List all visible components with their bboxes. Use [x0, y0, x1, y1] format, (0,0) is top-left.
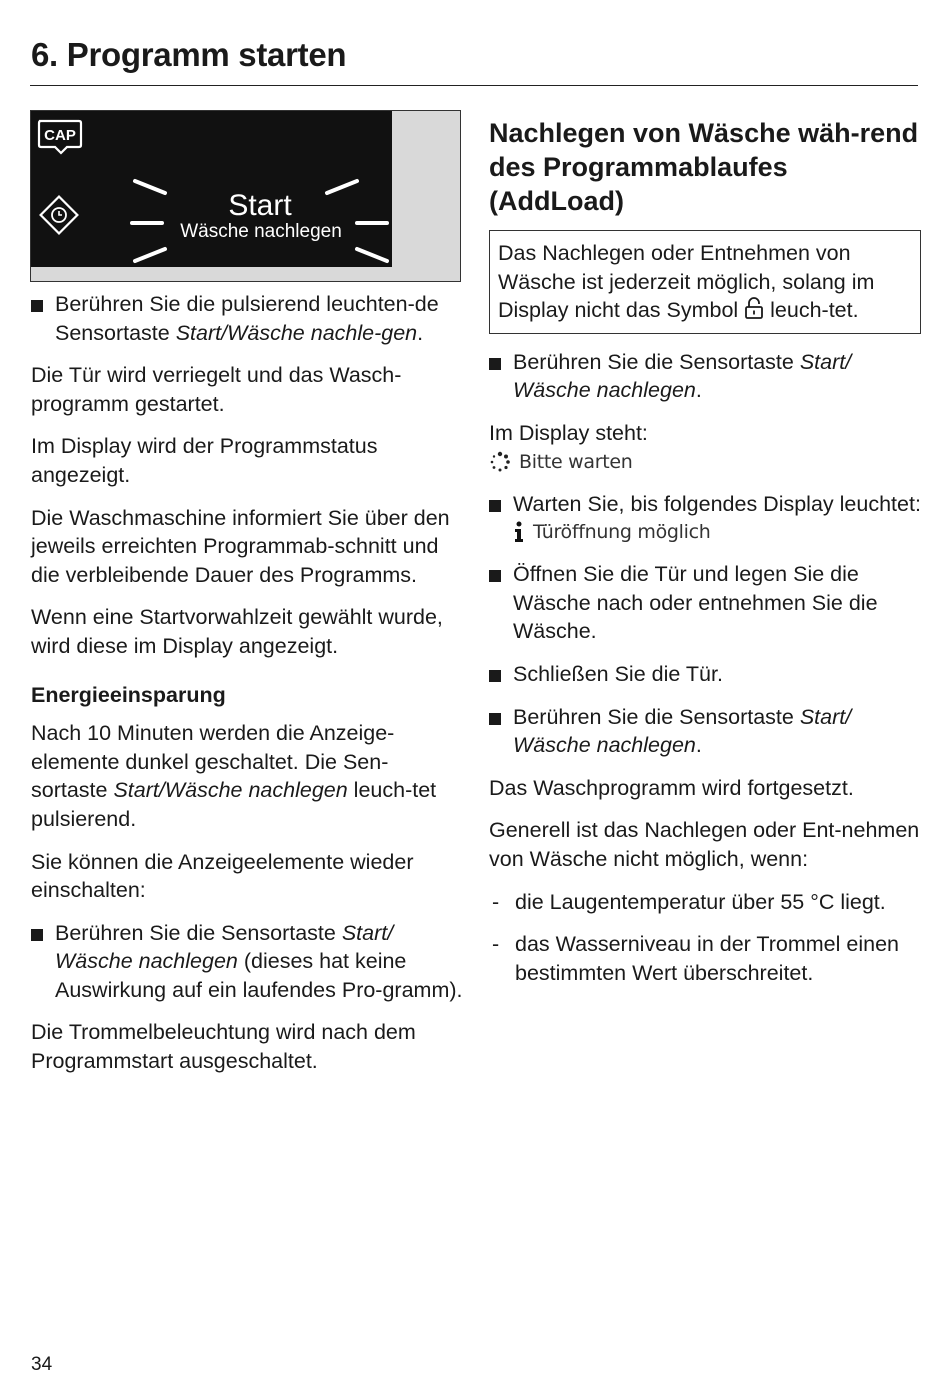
- emphasis: Start/Wäsche nachlegen: [113, 778, 348, 803]
- paragraph: Das Waschprogramm wird fortgesetzt.: [489, 775, 854, 800]
- text: Das Nachlegen oder Entnehmen von Wäsche ist jederzeit möglich, solang im Display nicht das Symbol: [498, 241, 875, 323]
- list-item: [31, 290, 463, 347]
- info-icon: [513, 521, 525, 543]
- emphasis: Start/ Wäsche nachlegen: [513, 704, 852, 758]
- sub-label: Wäsche nachlegen: [180, 221, 342, 242]
- emphasis: Start/ Wäsche nachlegen: [513, 349, 852, 403]
- text: .: [417, 320, 424, 345]
- paragraph: Generell ist das Nachlegen oder Ent-nehmen von Wäsche nicht möglich, wenn:: [489, 818, 920, 871]
- display-graphics: [31, 111, 392, 267]
- text: Warten Sie, bis folgendes Display leuchtet:: [513, 491, 921, 516]
- list-item: [489, 490, 921, 519]
- text: leuch-tet.: [764, 298, 859, 323]
- page-title: 6. Programm starten: [31, 36, 347, 73]
- list-item: [489, 348, 921, 405]
- text: Nach 10 Minuten werden die Anzeige-elemente dunkel geschaltet. Die Sen-sortaste: [31, 721, 395, 803]
- list-item: - das Wasserniveau in der Trommel einen bestimmten Wert überschreitet.: [489, 930, 921, 987]
- lock-icon: [744, 296, 764, 320]
- list-item: [31, 919, 463, 1005]
- cap-label: CAP: [44, 127, 76, 144]
- display-readout: [489, 518, 921, 546]
- text: (dieses hat keine Auswirkung auf ein laufendes Pro-gramm).: [55, 949, 463, 1002]
- paragraph: Sie können die Anzeigeelemente wieder einschalten:: [31, 849, 414, 903]
- page-number: 34: [31, 1354, 53, 1375]
- emphasis: Start/Wäsche nachle-gen: [175, 320, 418, 345]
- note-box: [489, 230, 921, 334]
- list-item: [489, 703, 921, 760]
- display-text: Bitte warten: [519, 450, 633, 473]
- text: .: [695, 733, 702, 758]
- text: Berühren Sie die Sensortaste: [513, 704, 800, 729]
- waiting-dots-icon: [489, 451, 511, 473]
- left-column: [31, 290, 463, 1090]
- display-readout: [489, 448, 921, 476]
- subheading: Energieeinsparung: [31, 682, 226, 707]
- emphasis: Start/ Wäsche nachlegen: [55, 920, 394, 974]
- display-panel: [30, 110, 461, 282]
- paragraph: Im Display steht:: [489, 420, 648, 445]
- text: Berühren Sie die pulsierend leuchten-de Sensortaste: [55, 292, 439, 345]
- paragraph: Im Display wird der Programmstatus angezeigt.: [31, 434, 378, 487]
- paragraph: Die Waschmaschine informiert Sie über den jeweils erreichten Programmab-schnitt und die verbleibende Dauer des Programms.: [31, 505, 450, 587]
- section-heading: Nachlegen von Wäsche wäh-rend des Programmablaufes (AddLoad): [489, 118, 919, 216]
- paragraph: Die Trommelbeleuchtung wird nach dem Programmstart ausgeschaltet.: [31, 1020, 416, 1074]
- text: leuch-tet pulsierend.: [31, 778, 437, 831]
- timer-icon: [41, 197, 78, 234]
- list-item: Öffnen Sie die Tür und legen Sie die Wäsche nach oder entnehmen Sie die Wäsche.: [489, 560, 921, 646]
- cap-icon: [39, 121, 81, 153]
- text: .: [695, 378, 702, 403]
- title-rule: [30, 85, 918, 86]
- right-column: [489, 110, 921, 1001]
- paragraph: Die Tür wird verriegelt und das Wasch-programm gestartet.: [31, 363, 402, 416]
- start-label: Start: [228, 189, 292, 222]
- list-item: - die Laugentemperatur über 55 °C liegt.: [489, 888, 921, 917]
- text: Berühren Sie die Sensortaste: [513, 349, 800, 374]
- list-item: Schließen Sie die Tür.: [489, 660, 921, 689]
- paragraph: [31, 719, 463, 833]
- paragraph: Wenn eine Startvorwahlzeit gewählt wurde, wird diese im Display angezeigt.: [31, 605, 443, 658]
- display-screen: [31, 111, 392, 267]
- text: Berühren Sie die Sensortaste: [55, 920, 342, 945]
- display-text: Türöffnung möglich: [533, 521, 711, 544]
